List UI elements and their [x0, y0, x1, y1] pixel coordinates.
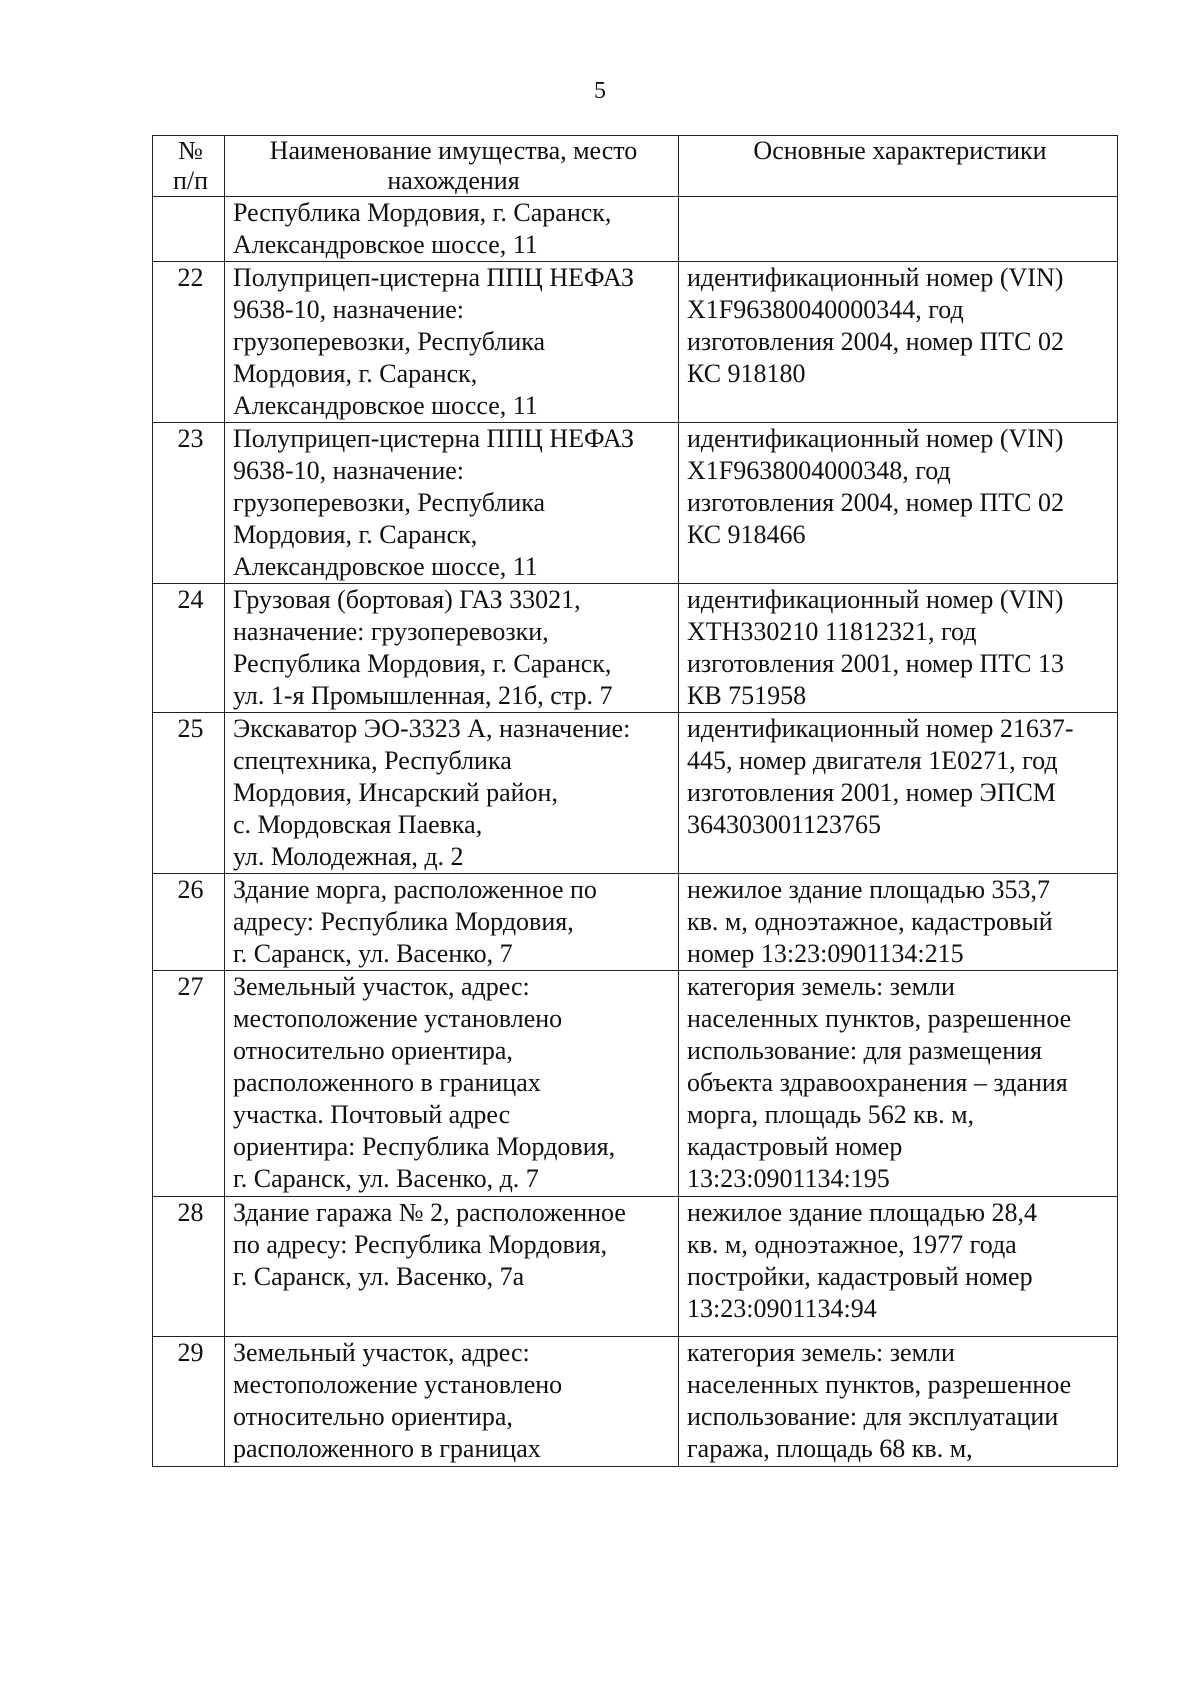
- row-name: Полуприцеп-цистерна ППЦ НЕФАЗ 9638-10, назначение: грузоперевозки, Республика Мордовия, г. Саранск, Александровское шоссе, 11: [225, 423, 679, 584]
- row-number: 29: [153, 1337, 225, 1467]
- row-number: 22: [153, 262, 225, 423]
- row-desc: нежилое здание площадью 28,4 кв. м, одноэтажное, 1977 года постройки, кадастровый номер 13:23:0901134:94: [679, 1197, 1118, 1337]
- table-row: [153, 423, 1118, 584]
- row-name: Здание морга, расположенное по адресу: Республика Мордовия, г. Саранск, ул. Васенко, 7: [225, 874, 679, 971]
- row-name: Земельный участок, адрес: местоположение установлено относительно ориентира, расположенного в границах участка. Почтовый адрес ориентира: Республика Мордовия, г. Саранск, ул. Васенко, д. 7: [225, 971, 679, 1197]
- row-name: Здание гаража № 2, расположенное по адресу: Республика Мордовия, г. Саранск, ул. Васенко, 7а: [225, 1197, 679, 1337]
- row-desc: нежилое здание площадью 353,7 кв. м, одноэтажное, кадастровый номер 13:23:0901134:215: [679, 874, 1118, 971]
- row-desc: категория земель: земли населенных пунктов, разрешенное использование: для эксплуатации гаража, площадь 68 кв. м,: [679, 1337, 1118, 1467]
- row-desc: [679, 197, 1118, 262]
- table-header-row: [153, 136, 1118, 197]
- table-row: [153, 262, 1118, 423]
- header-desc: Основные характеристики: [679, 136, 1118, 197]
- page-number: 5: [594, 78, 606, 104]
- property-table: [152, 135, 1118, 1467]
- row-desc: идентификационный номер (VIN) X1F9638004000348, год изготовления 2004, номер ПТС 02 КС 918466: [679, 423, 1118, 584]
- row-number: [153, 197, 225, 262]
- table-row: [153, 971, 1118, 1197]
- row-desc: идентификационный номер 21637- 445, номер двигателя 1Е0271, год изготовления 2001, номер ЭПСМ 364303001123765: [679, 713, 1118, 874]
- table-row: [153, 713, 1118, 874]
- table-row: [153, 584, 1118, 713]
- header-name: Наименование имущества, место нахождения: [225, 136, 679, 197]
- table-row: [153, 874, 1118, 971]
- row-number: 27: [153, 971, 225, 1197]
- row-number: 28: [153, 1197, 225, 1337]
- row-desc: категория земель: земли населенных пунктов, разрешенное использование: для размещения объекта здравоохранения – здания морга, площадь 562 кв. м, кадастровый номер 13:23:0901134:195: [679, 971, 1118, 1197]
- row-number: 23: [153, 423, 225, 584]
- header-num: № п/п: [153, 136, 225, 197]
- table-row: [153, 1337, 1118, 1467]
- row-name: Грузовая (бортовая) ГАЗ 33021, назначение: грузоперевозки, Республика Мордовия, г. Саранск, ул. 1-я Промышленная, 21б, стр. 7: [225, 584, 679, 713]
- row-name: Земельный участок, адрес: местоположение установлено относительно ориентира, расположенного в границах: [225, 1337, 679, 1467]
- row-desc: идентификационный номер (VIN) X1F96380040000344, год изготовления 2004, номер ПТС 02 КС 918180: [679, 262, 1118, 423]
- row-number: 25: [153, 713, 225, 874]
- row-desc: идентификационный номер (VIN) XTH330210 11812321, год изготовления 2001, номер ПТС 13 КВ 751958: [679, 584, 1118, 713]
- row-name: Республика Мордовия, г. Саранск, Александровское шоссе, 11: [225, 197, 679, 262]
- row-number: 26: [153, 874, 225, 971]
- table-row: [153, 1197, 1118, 1337]
- row-name: Полуприцеп-цистерна ППЦ НЕФАЗ 9638-10, назначение: грузоперевозки, Республика Мордовия, г. Саранск, Александровское шоссе, 11: [225, 262, 679, 423]
- row-name: Экскаватор ЭО-3323 А, назначение: спецтехника, Республика Мордовия, Инсарский район, с. Мордовская Паевка, ул. Молодежная, д. 2: [225, 713, 679, 874]
- table-row: [153, 197, 1118, 262]
- row-number: 24: [153, 584, 225, 713]
